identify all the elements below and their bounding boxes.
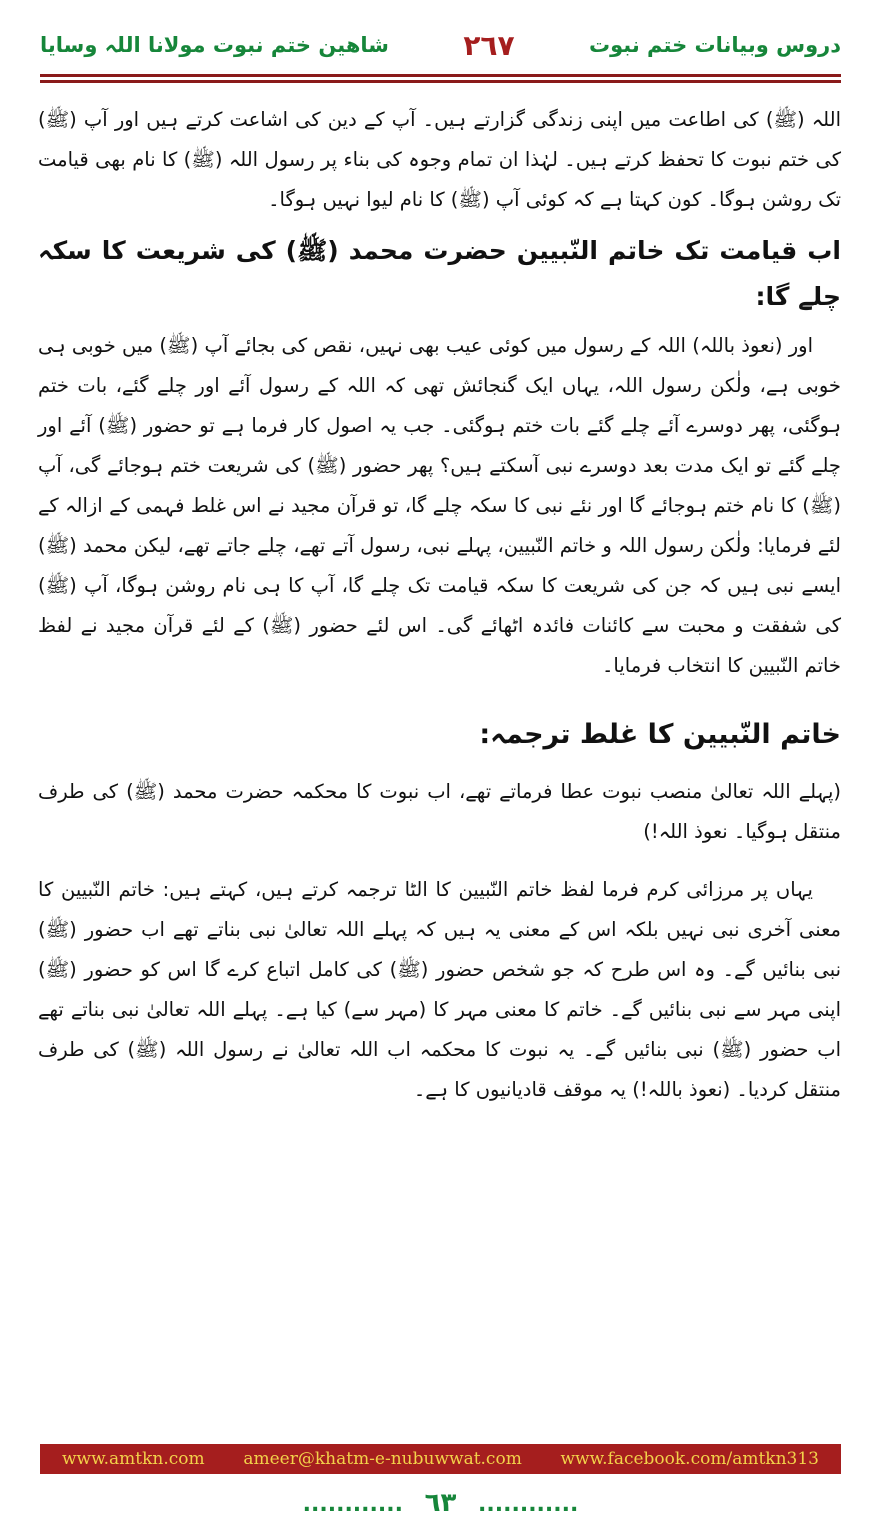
footer-dots-left: ............ — [302, 1492, 403, 1517]
quote-paragraph: (پہلے اللہ تعالیٰ منصب نبوت عطا فرماتے تھے، اب نبوت کا محکمہ حضرت محمد (ﷺ) کی طرف منتقل ہوگیا۔ نعوذ اللہ!) — [38, 780, 841, 843]
footer-links-bar — [40, 1444, 841, 1474]
page-body — [38, 100, 841, 1110]
page-number: ۲٦۷ — [463, 28, 515, 62]
book-title: دروس وبیانات ختم نبوت — [589, 33, 841, 57]
sequence-number: ٦٣ — [424, 1488, 457, 1518]
page-footer — [0, 1488, 881, 1518]
section-heading-1: اب قیامت تک خاتم النّبیین حضرت محمد (ﷺ) کی شریعت کا سکہ چلے گا: — [38, 236, 841, 311]
website-link[interactable]: www.amtkn.com — [62, 1449, 205, 1469]
header-rule-top — [40, 74, 841, 77]
page-header — [40, 22, 841, 68]
facebook-link[interactable]: www.facebook.com/amtkn313 — [560, 1449, 819, 1469]
section-heading-2: خاتم النّبیین کا غلط ترجمہ: — [479, 719, 841, 750]
author-name: شاھین ختم نبوت مولانا اللہ وسایا — [40, 33, 389, 57]
header-center — [463, 29, 514, 62]
header-rule-bottom — [40, 80, 841, 83]
paragraph-4: یہاں پر مرزائی کرم فرما لفظ خاتم النّبیین کا الٹا ترجمہ کرتے ہیں، کہتے ہیں: خاتم النّبیین کا معنی آخری نبی نہیں بلکہ اس کے معنی یہ ہیں کہ پہلے اللہ تعالیٰ نبی بناتے تھے اب حضور (ﷺ) نبی بنائیں گے۔ وہ اس طرح کہ جو شخص حضور (ﷺ) کی کامل اتباع کرے گا اس کو حضور (ﷺ) اپنی مہر سے نبی بنائیں گے۔ خاتم کا معنی مہر کا (مہر سے) کیا ہے۔ پہلے اللہ تعالیٰ نبی بناتے تھے اب حضور (ﷺ) نبی بنائیں گے۔ یہ نبوت کا محکمہ اب اللہ تعالیٰ نے رسول اللہ (ﷺ) کی طرف منتقل کردیا۔ (نعوذ باللہ!) یہ موقف قادیانیوں کا ہے۔ — [38, 878, 841, 1101]
footer-dots-right: ............ — [478, 1492, 579, 1517]
paragraph-2: اور (نعوذ باللہ) اللہ کے رسول میں کوئی عیب بھی نہیں، نقص کی بجائے آپ (ﷺ) میں خوبی ہی خوبی ہے، ولٰکن رسول اللہ، یہاں ایک گنجائش تھی کہ اللہ کے رسول آئے اور چلے گئے، بات ختم ہوگئی، پھر دوسرے آئے چلے گئے بات ختم ہوگئی۔ جب یہ اصول کار فرما ہے تو حضور (ﷺ) آئے اور چلے گئے تو ایک مدت بعد دوسرے نبی آسکتے ہیں؟ پھر حضور (ﷺ) کی شریعت ختم ہوجائے گی، آپ (ﷺ) کا نام ختم ہوجائے گا اور نئے نبی کا سکہ چلے گا، تو قرآن مجید نے اس غلط فہمی کے ازالہ کے لئے فرمایا: ولٰکن رسول اللہ و خاتم النّبیین، پہلے نبی، رسول آتے تھے، چلے جاتے تھے، لیکن محمد (ﷺ) ایسے نبی ہیں کہ جن کی شریعت کا سکہ قیامت تک چلے گا، آپ کا ہی نام روشن ہوگا، آپ (ﷺ) کی شفقت و محبت سے کائنات فائدہ اٹھائے گی۔ اس لئے حضور (ﷺ) کے لئے قرآن مجید نے لفظ خاتم النّبیین کا انتخاب فرمایا۔ — [38, 334, 841, 677]
email-link[interactable]: ameer@khatm-e-nubuwwat.com — [243, 1449, 522, 1469]
paragraph-1: اللہ (ﷺ) کی اطاعت میں اپنی زندگی گزارتے ہیں۔ آپ کے دین کی اشاعت کرتے ہیں اور آپ (ﷺ) کی ختم نبوت کا تحفظ کرتے ہیں۔ لہٰذا ان تمام وجوہ کی بناء پر رسول اللہ (ﷺ) کا نام بھی قیامت تک روشن ہوگا۔ کون کہتا ہے کہ کوئی آپ (ﷺ) کا نام لیوا نہیں ہوگا۔ — [38, 108, 841, 211]
